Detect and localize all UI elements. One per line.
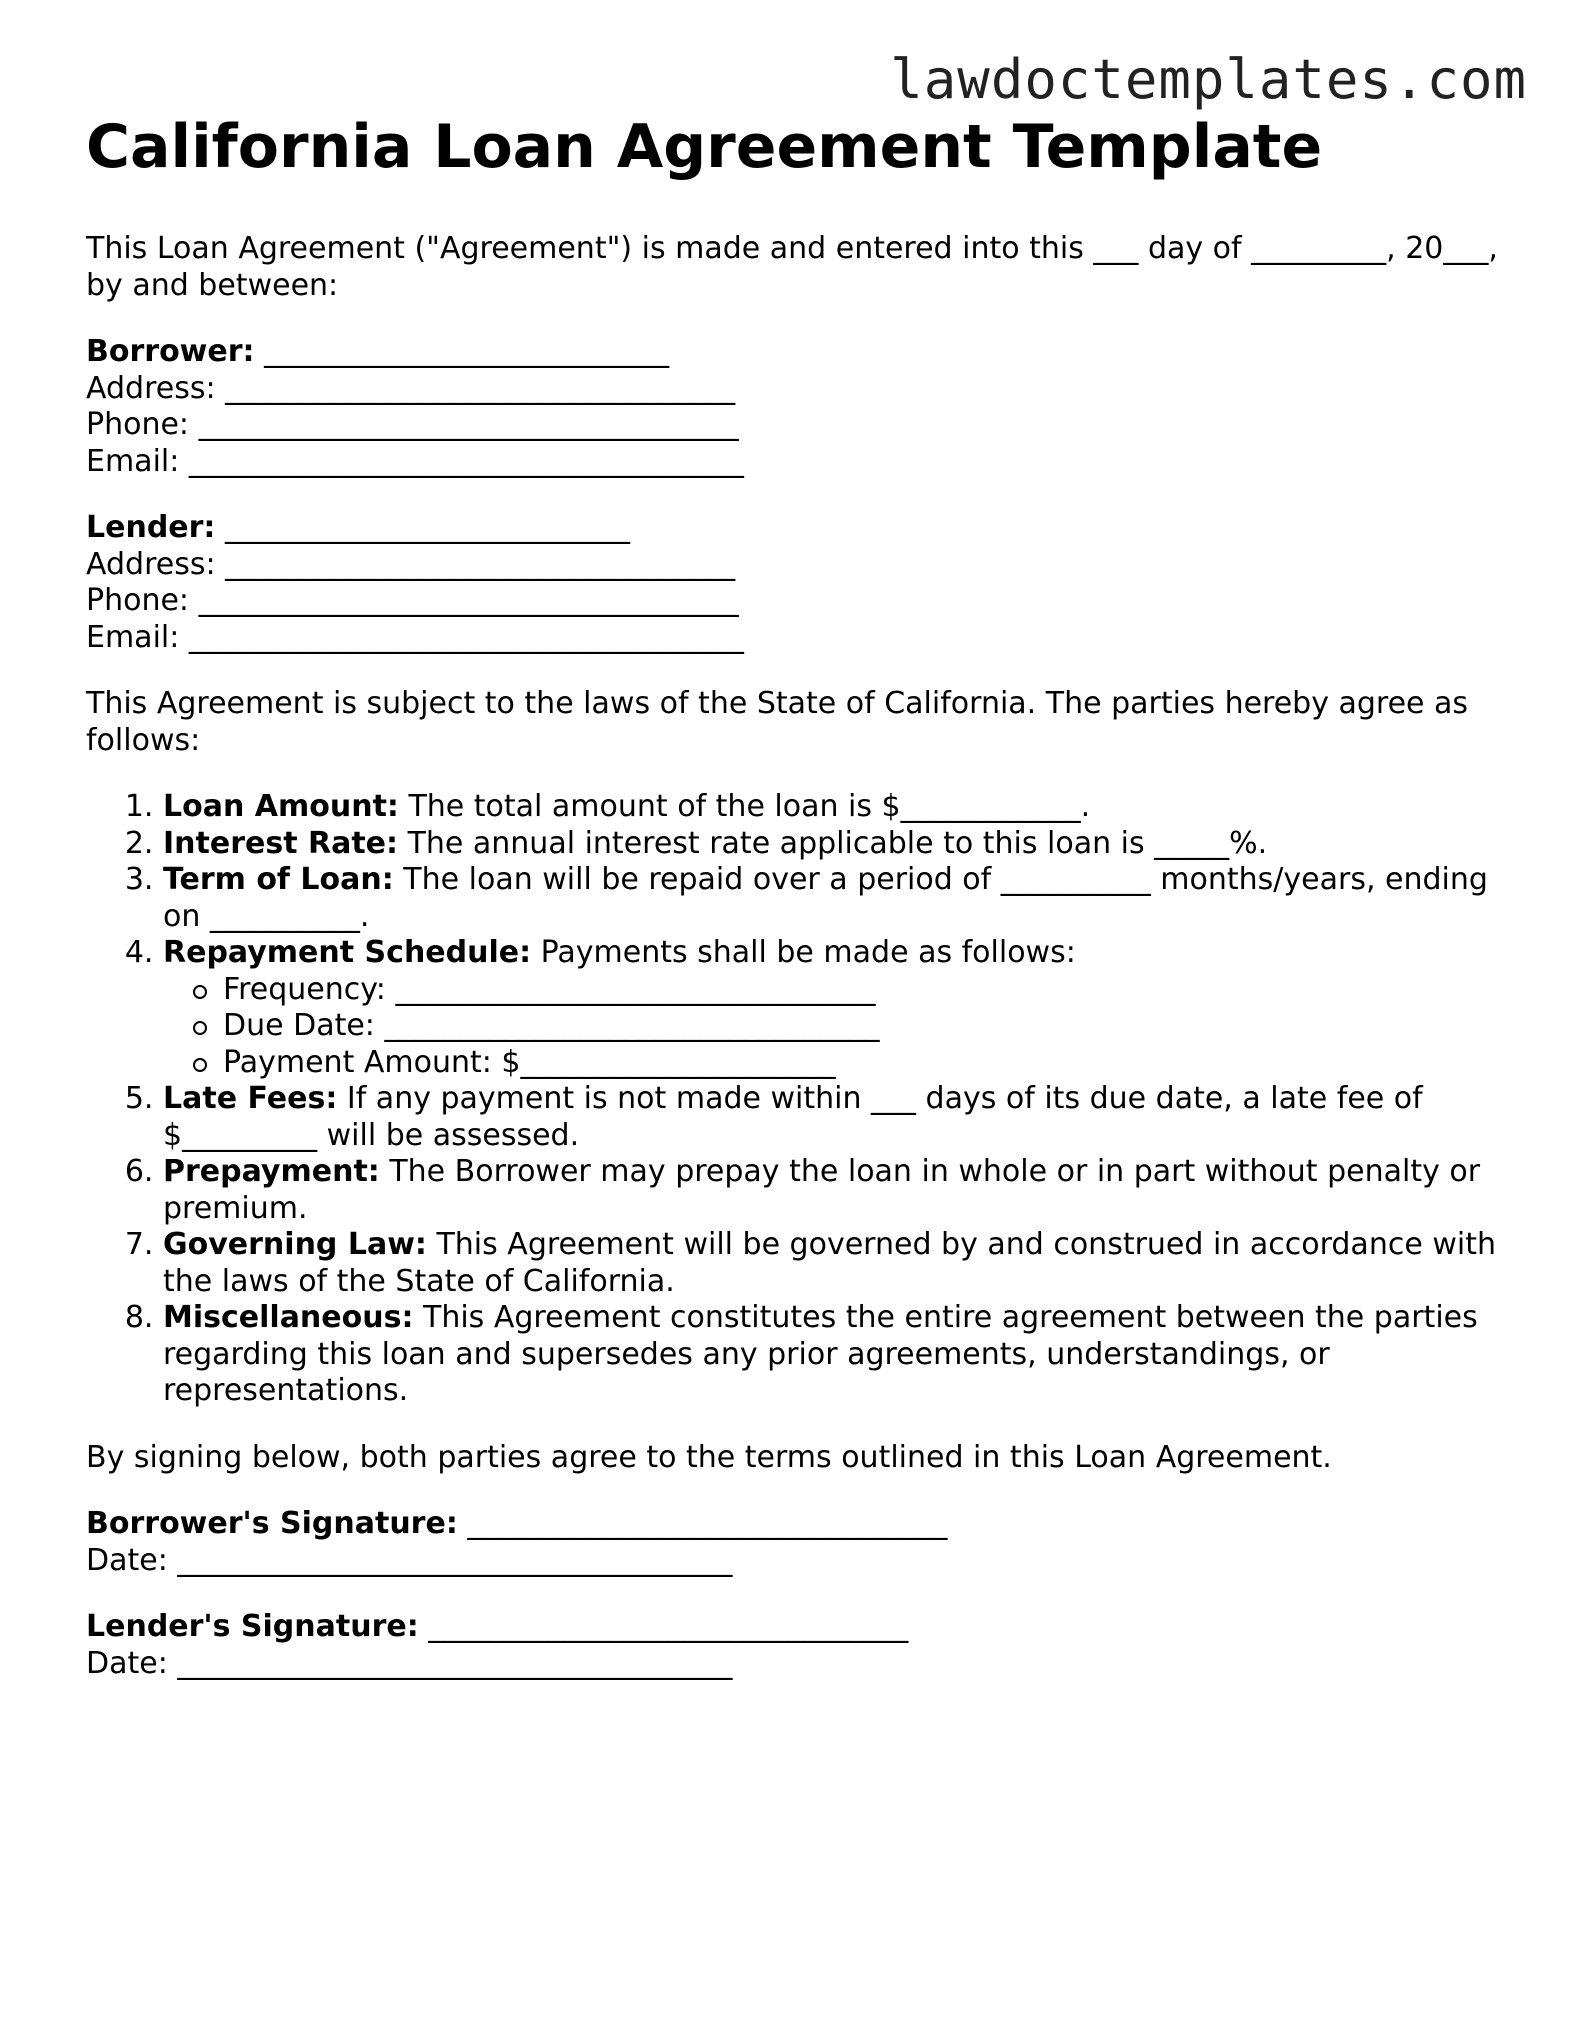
- schedule-payment-amount: Payment Amount: $_____________________: [223, 1045, 1506, 1082]
- borrower-signature-block: [86, 1506, 1506, 1579]
- lender-signature-label: Lender's Signature:: [86, 1609, 419, 1644]
- terms-list: [86, 789, 1506, 1410]
- term-item: [163, 862, 1506, 935]
- document-title: California Loan Agreement Template: [86, 112, 1323, 182]
- term-text: This Agreement will be governed by and construed in accordance with the laws of the State of California.: [163, 1227, 1496, 1299]
- lender-signature-date: Date: _____________________________________: [86, 1645, 733, 1681]
- lender-email: Email: _____________________________________: [86, 619, 744, 655]
- borrower-address: Address: __________________________________: [86, 370, 736, 406]
- term-label: Interest Rate:: [163, 825, 399, 861]
- lender-block: [86, 510, 1506, 656]
- repayment-schedule-list: [163, 972, 1506, 1082]
- borrower-signature-blank: ________________________________: [457, 1506, 948, 1541]
- term-item: [163, 789, 1506, 826]
- borrower-signature-date: Date: _____________________________________: [86, 1542, 733, 1578]
- term-item: [163, 1081, 1506, 1154]
- borrower-block: [86, 334, 1506, 480]
- closing-paragraph: By signing below, both parties agree to the terms outlined in this Loan Agreement.: [86, 1439, 1332, 1475]
- term-text: This Agreement constitutes the entire agreement between the parties regarding this loan and supersedes any prior agreements, understandings, or representations.: [163, 1300, 1478, 1408]
- borrower-name-line: [86, 334, 1506, 371]
- term-text: The loan will be repaid over a period of __________ months/years, ending on __________.: [163, 862, 1488, 934]
- term-text: If any payment is not made within ___ days of its due date, a late fee of $_________ will be assessed.: [163, 1081, 1423, 1153]
- term-item: [163, 1154, 1506, 1227]
- lender-signature-block: [86, 1609, 1506, 1682]
- lender-signature-line: [86, 1609, 1506, 1646]
- schedule-frequency: Frequency: ________________________________: [223, 972, 1506, 1009]
- term-text: Payments shall be made as follows:: [531, 935, 1076, 970]
- term-item: [163, 1227, 1506, 1300]
- term-text: The Borrower may prepay the loan in whole or in part without penalty or premium.: [163, 1154, 1481, 1226]
- document-page: [86, 107, 1506, 1682]
- borrower-phone: Phone: ____________________________________: [86, 407, 739, 442]
- term-label: Prepayment:: [163, 1154, 380, 1189]
- lender-label: Lender:: [86, 510, 216, 545]
- borrower-signature-label: Borrower's Signature:: [86, 1506, 458, 1541]
- term-label: Governing Law:: [163, 1227, 427, 1262]
- borrower-name-blank: ___________________________: [254, 334, 670, 369]
- borrower-email: Email: _____________________________________: [86, 443, 744, 479]
- term-item: [163, 826, 1506, 863]
- borrower-signature-line: [86, 1506, 1506, 1543]
- term-label: Loan Amount:: [163, 789, 399, 824]
- lender-name-blank: ___________________________: [215, 510, 630, 545]
- borrower-label: Borrower:: [86, 334, 255, 369]
- term-text: The annual interest rate applicable to this loan is _____%.: [398, 825, 1268, 861]
- lender-signature-blank: ________________________________: [418, 1609, 909, 1644]
- term-label: Miscellaneous:: [163, 1300, 414, 1335]
- term-item: [163, 1300, 1506, 1410]
- lender-phone: Phone: ____________________________________: [86, 583, 739, 618]
- governing-intro: This Agreement is subject to the laws of the State of California. The parties hereby agree as follows:: [86, 686, 1469, 758]
- term-label: Term of Loan:: [163, 862, 394, 897]
- term-label: Repayment Schedule:: [163, 935, 532, 970]
- lender-address: Address: __________________________________: [86, 546, 736, 582]
- term-label: Late Fees:: [163, 1081, 338, 1116]
- intro-paragraph: This Loan Agreement ("Agreement") is made and entered into this ___ day of _________, 20___, by and between:: [86, 231, 1498, 303]
- site-watermark: lawdoctemplates.com: [890, 48, 1527, 111]
- term-text: The total amount of the loan is $____________.: [398, 789, 1091, 824]
- term-item: [163, 935, 1506, 1081]
- lender-name-line: [86, 510, 1506, 547]
- schedule-due-date: Due Date: _________________________________: [223, 1008, 1506, 1045]
